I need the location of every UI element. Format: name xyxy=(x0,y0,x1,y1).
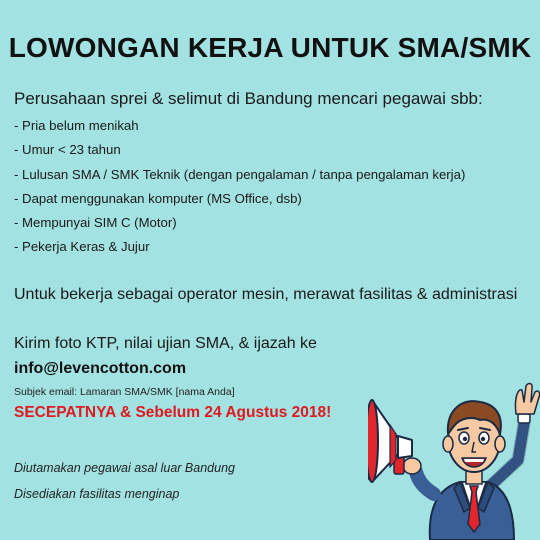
requirement-item: - Pekerja Keras & Jujur xyxy=(14,239,150,255)
requirement-item: - Lulusan SMA / SMK Teknik (dengan pengalaman / tanpa pengalaman kerja) xyxy=(14,166,466,182)
send-instruction: Kirim foto KTP, nilai ujian SMA, & ijazah ke xyxy=(14,335,317,352)
requirements-list xyxy=(14,118,465,264)
job-description: Untuk bekerja sebagai operator mesin, merawat fasilitas & administrasi xyxy=(14,286,518,303)
intro-text: Perusahaan sprei & selimut di Bandung mencari pegawai sbb: xyxy=(14,89,483,108)
requirement-item: - Pria belum menikah xyxy=(14,118,139,133)
requirement-item: - Mempunyai SIM C (Motor) xyxy=(14,215,177,231)
man-with-megaphone-illustration xyxy=(368,368,540,540)
note-outside-bandung: Diutamakan pegawai asal luar Bandung xyxy=(14,461,235,475)
page-title: LOWONGAN KERJA UNTUK SMA/SMK xyxy=(8,32,532,63)
email-subject-note: Subjek email: Lamaran SMA/SMK [nama Anda] xyxy=(14,386,235,398)
requirement-item: - Umur < 23 tahun xyxy=(14,142,121,158)
note-accommodation: Disediakan fasilitas menginap xyxy=(14,487,180,501)
email-address[interactable]: info@levencotton.com xyxy=(14,360,187,377)
deadline-text: SECEPATNYA & Sebelum 24 Agustus 2018! xyxy=(14,404,332,421)
requirement-item: - Dapat menggunakan komputer (MS Office, dsb) xyxy=(14,190,302,206)
